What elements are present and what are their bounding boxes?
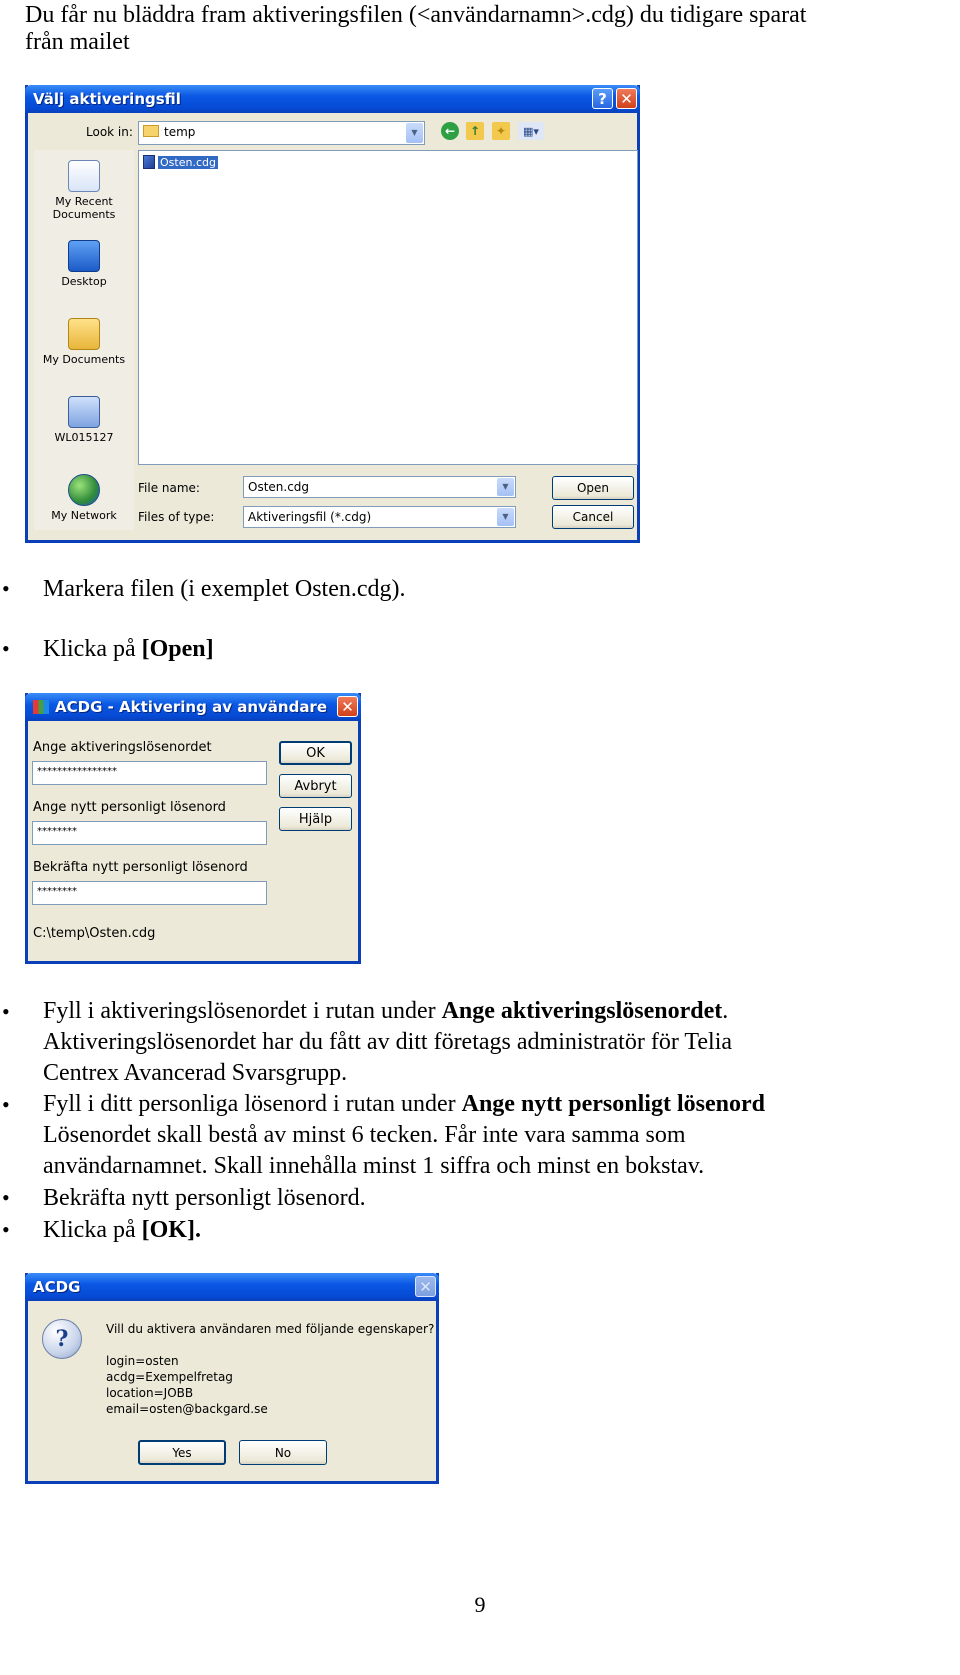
back-icon[interactable]: ← (441, 122, 459, 140)
detail-login: login=osten (106, 1354, 179, 1368)
detail-acdg: acdg=Exempelfretag (106, 1370, 233, 1384)
avbryt-button[interactable]: Avbryt (279, 774, 352, 798)
chevron-down-icon[interactable]: ▼ (497, 508, 514, 526)
file-open-dialog (25, 85, 640, 543)
computer-icon (68, 396, 100, 428)
instruction-list-1 (0, 573, 960, 665)
place-desktop[interactable]: Desktop (34, 240, 134, 288)
chevron-down-icon[interactable]: ▼ (497, 478, 514, 496)
file-list[interactable] (138, 150, 638, 465)
file-item-name: Osten.cdg (160, 155, 216, 169)
folder-icon (143, 125, 159, 137)
confirm-dialog (25, 1273, 439, 1484)
file-name-field[interactable]: Osten.cdg ▼ (243, 476, 516, 498)
open-button[interactable]: Open (552, 476, 634, 500)
list-item: • Klicka på [Open] (0, 633, 923, 665)
file-path-text: C:\temp\Osten.cdg (33, 926, 156, 941)
desktop-icon (68, 240, 100, 272)
detail-email: email=osten@backgard.se (106, 1402, 268, 1416)
activation-password-label: Ange aktiveringslösenordet (33, 740, 212, 755)
places-bar (34, 150, 134, 530)
intro-line-2: från mailet (25, 29, 130, 55)
close-icon[interactable]: ✕ (616, 88, 637, 109)
question-icon: ? (42, 1319, 82, 1359)
look-in-label: Look in: (86, 125, 133, 139)
list-item: • Bekräfta nytt personligt lösenord. (0, 1182, 923, 1214)
confirm-dialog-titlebar[interactable] (25, 1273, 439, 1301)
file-dialog-title: Välj aktiveringsfil (33, 90, 181, 108)
activation-dialog (25, 693, 361, 964)
new-password-label: Ange nytt personligt lösenord (33, 800, 226, 815)
cancel-button[interactable]: Cancel (552, 505, 634, 529)
instruction-list-2 (0, 996, 960, 1246)
hjalp-button[interactable]: Hjälp (279, 807, 352, 831)
files-of-type-label: Files of type: (138, 510, 215, 524)
up-folder-icon[interactable]: ↑ (466, 122, 484, 140)
place-my-network[interactable]: My Network (34, 474, 134, 522)
list-item: • Klicka på [OK]. (0, 1214, 923, 1246)
intro-line-1: Du får nu bläddra fram aktiveringsfilen (<användarnamn>.cdg) du tidigare sparat (25, 2, 807, 28)
my-documents-icon (68, 318, 100, 350)
activation-dialog-titlebar[interactable] (25, 693, 361, 721)
ok-button[interactable]: OK (279, 741, 352, 765)
cdg-file-icon (143, 155, 155, 169)
place-recent-documents[interactable]: My Recent Documents (34, 160, 134, 221)
file-dialog-titlebar[interactable] (25, 85, 640, 113)
list-item: • Markera filen (i exemplet Osten.cdg). (0, 573, 923, 605)
confirm-password-field[interactable]: ******** (32, 881, 267, 905)
place-computer[interactable]: WL015127 (34, 396, 134, 444)
close-icon: ✕ (415, 1276, 436, 1297)
place-my-documents[interactable]: My Documents (34, 318, 134, 366)
detail-location: location=JOBB (106, 1386, 194, 1400)
close-icon[interactable]: ✕ (337, 696, 358, 717)
page-number: 9 (474, 1592, 486, 1617)
recent-documents-icon (68, 160, 100, 192)
views-icon[interactable]: ▦▾ (518, 122, 544, 140)
app-icon (33, 700, 49, 714)
activation-password-field[interactable]: **************** (32, 761, 267, 785)
confirm-question: Vill du aktivera användaren med följande egenskaper? (106, 1322, 435, 1336)
file-name-label: File name: (138, 481, 200, 495)
files-of-type-select[interactable]: Aktiveringsfil (*.cdg) ▼ (243, 506, 516, 528)
confirm-password-label: Bekräfta nytt personligt lösenord (33, 860, 248, 875)
help-icon[interactable]: ? (592, 88, 613, 109)
yes-button[interactable]: Yes (138, 1440, 226, 1465)
list-item: • Fyll i ditt personliga lösenord i rutan under Ange nytt personligt lösenord Lösenordet skall bestå av minst 6 tecken. Får inte vara samma som användarnamnet. Skall innehålla minst 1 siffra och minst en bokstav. (0, 1089, 923, 1182)
new-folder-icon[interactable]: ✦ (492, 122, 510, 140)
list-item: • Fyll i aktiveringslösenordet i rutan under Ange aktiveringslösenordet. Aktiveringslösenordet har du fått av ditt företags administratör för Telia Centrex Avancerad Svarsgrupp. (0, 996, 923, 1089)
confirm-dialog-title: ACDG (33, 1278, 81, 1296)
file-item[interactable] (143, 155, 218, 169)
look-in-combo[interactable] (138, 121, 425, 145)
chevron-down-icon[interactable]: ▼ (406, 123, 423, 143)
no-button[interactable]: No (239, 1440, 327, 1465)
look-in-value: temp (164, 125, 196, 139)
activation-dialog-title: ACDG - Aktivering av användare (55, 698, 328, 716)
network-globe-icon (68, 474, 100, 506)
new-password-field[interactable]: ******** (32, 821, 267, 845)
